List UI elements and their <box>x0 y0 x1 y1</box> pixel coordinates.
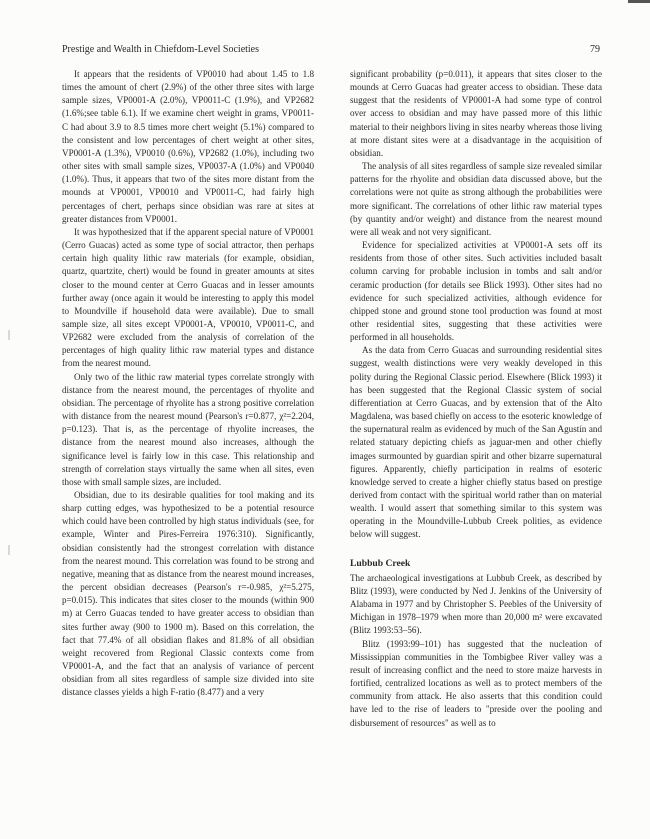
paragraph: Evidence for specialized activities at VP0001-A sets off its residents from those of other sites. Such activities included basalt column carving for probable inclusion in tombs and salt and/or ceramic production (for details see Blick 1993). Other sites had no evidence for such specialized activities, although evidence for chipped stone and ground stone tool production was found at most other residential sites, suggesting that these activities were performed in all households. <box>350 240 602 343</box>
scan-mark <box>8 545 10 555</box>
paragraph: The archaeological investigations at Lubbub Creek, as described by Blitz (1993), were conducted by Ned J. Jenkins of the University of Alabama in 1977 and by Christopher S. Peebles of the University of Michigan in 1978–1979 when more than 20,000 m² were excavated (Blitz 1993:53–56). <box>350 572 602 636</box>
paragraph: As the data from Cerro Guacas and surrounding residential sites suggest, wealth distinctions were very weakly developed in this polity during the Regional Classic period. Elsewhere (Blick 1993) it has been suggested that the Regional Classic system of social differentiation at Cerro Guacas, and by extension that of the Alto Magdalena, was based chiefly on access to the esoteric knowledge of the supernatural realm as evidenced by much of the San Agustín and related statuary depicting chiefs as jaguar-men and other chiefly images surmounted by guardian spirit and other bizarre supernatural figures. Apparently, chiefly participation in realms of esoteric knowledge served to create a higher chiefly status based on prestige derived from contact with the spiritual world rather than on material wealth. I would assert that something similar to this system was operating in the Moundville-Lubbub Creek polities, as evidence below will suggest. <box>350 345 602 540</box>
paragraph: It was hypothesized that if the apparent special nature of VP0001 (Cerro Guacas) acted as some type of social attractor, then perhaps certain high quality lithic raw materials (for example, obsidian, quartz, quartzite, chert) would be found in greater amounts at sites closer to the mound center at Cerro Guacas and in lesser amounts further away (once again it would be interesting to apply this model to Moundville if household data were available). Due to small sample size, all sites except VP0001-A, VP0010, VP0011-C, and VP2682 were excluded from the analysis of correlation of the percentages of high quality lithic raw material types and distance from the nearest mound. <box>62 226 314 369</box>
left-column <box>62 68 314 700</box>
section-heading: Lubbub Creek <box>350 557 411 569</box>
scan-mark <box>8 330 10 340</box>
running-title: Prestige and Wealth in Chiefdom-Level Societies <box>62 44 260 55</box>
running-header <box>62 44 600 58</box>
paragraph: significant probability (p=0.011), it appears that sites closer to the mounds at Cerro Guacas had greater access to obsidian. These data suggest that the residents of VP0001-A had some type of control over access to obsidian and may have passed more of this lithic material to their neighbors living in sites nearby whereas those living at more distant sites were at a disadvantage in the acquisition of obsidian. <box>350 69 602 158</box>
paragraph: Obsidian, due to its desirable qualities for tool making and its sharp cutting edges, was hypothesized to be a potential resource which could have been controlled by high status individuals (see, for example, Winter and Pires-Ferreira 1976:310). Significantly, obsidian consistently had the strongest correlation with distance from the nearest mound. This correlation was found to be strong and negative, meaning that as distance from the nearest mound increases, the percent obsidian decreases (Pearson's r=-0.985, χ²=5.275, p=0.015). This indicates that sites closer to the mounds (within 900 m) at Cerro Guacas tended to have greater access to obsidian than sites further away (900 to 1900 m). Based on this correlation, the fact that 77.4% of all obsidian flakes and 81.8% of all obsidian weight recovered from Regional Classic contexts come from VP0001-A, and the fact that an analysis of variance of percent obsidian from all sites regardless of sample size divided into site distance classes yields a high F-ratio (8.477) and a very <box>62 490 314 698</box>
paragraph: Only two of the lithic raw material types correlate strongly with distance from the nearest mound, the percentages of rhyolite and obsidian. The percentage of rhyolite has a strong positive correlation with distance from the nearest mound (Pearson's r=0.877, χ²=2.204, p=0.123). That is, as the percentage of rhyolite increases, the distance from the nearest mound also increases, although the significance level is fairly low in this case. This relationship and strength of correlation stays virtually the same when all sites, even those with small sample sizes, are included. <box>62 371 314 487</box>
paragraph: The analysis of all sites regardless of sample size revealed similar patterns for the rhyolite and obsidian data discussed above, but the correlations were not quite as strong although the probabilities were more significant. The correlations of other lithic raw material types (by quantity and/or weight) and distance from the nearest mound were all weak and not very significant. <box>350 161 602 237</box>
paragraph: Blitz (1993:99–101) has suggested that the nucleation of Mississippian communities in the Tombigbee River valley was a result of increasing conflict and the need to store maize harvests in fortified, centralized locations as well as to protect members of the community from attack. He also asserts that this condition could have led to the rise of leaders to "preside over the pooling and disbursement of resources" as well as to <box>350 638 602 728</box>
paragraph: It appears that the residents of VP0010 had about 1.45 to 1.8 times the amount of chert (2.9%) of the other three sites with large sample sizes, VP0001-A (2.0%), VP0011-C (1.9%), and VP2682 (1.6%;see table 6.1). If we examine chert weight in grams, VP0011-C had about 3.9 to 8.5 times more chert weight (5.1%) compared to the consistent and low percentages of chert weight at other sites, VP0001-A (1.3%), VP0010 (0.6%), VP2682 (1.0%), including two other sites with small sample sizes, VP0037-A (1.0%) and VP0040 (1.0%). Thus, it appears that two of the sites more distant from the mounds at VP0001, VP0010 and VP0011-C, had fairly high percentages of chert, perhaps since obsidian was rare at sites at greater distances from VP0001. <box>62 69 314 224</box>
page-number: 79 <box>590 44 600 55</box>
right-column <box>350 68 602 730</box>
page-edge-line <box>628 0 650 3</box>
